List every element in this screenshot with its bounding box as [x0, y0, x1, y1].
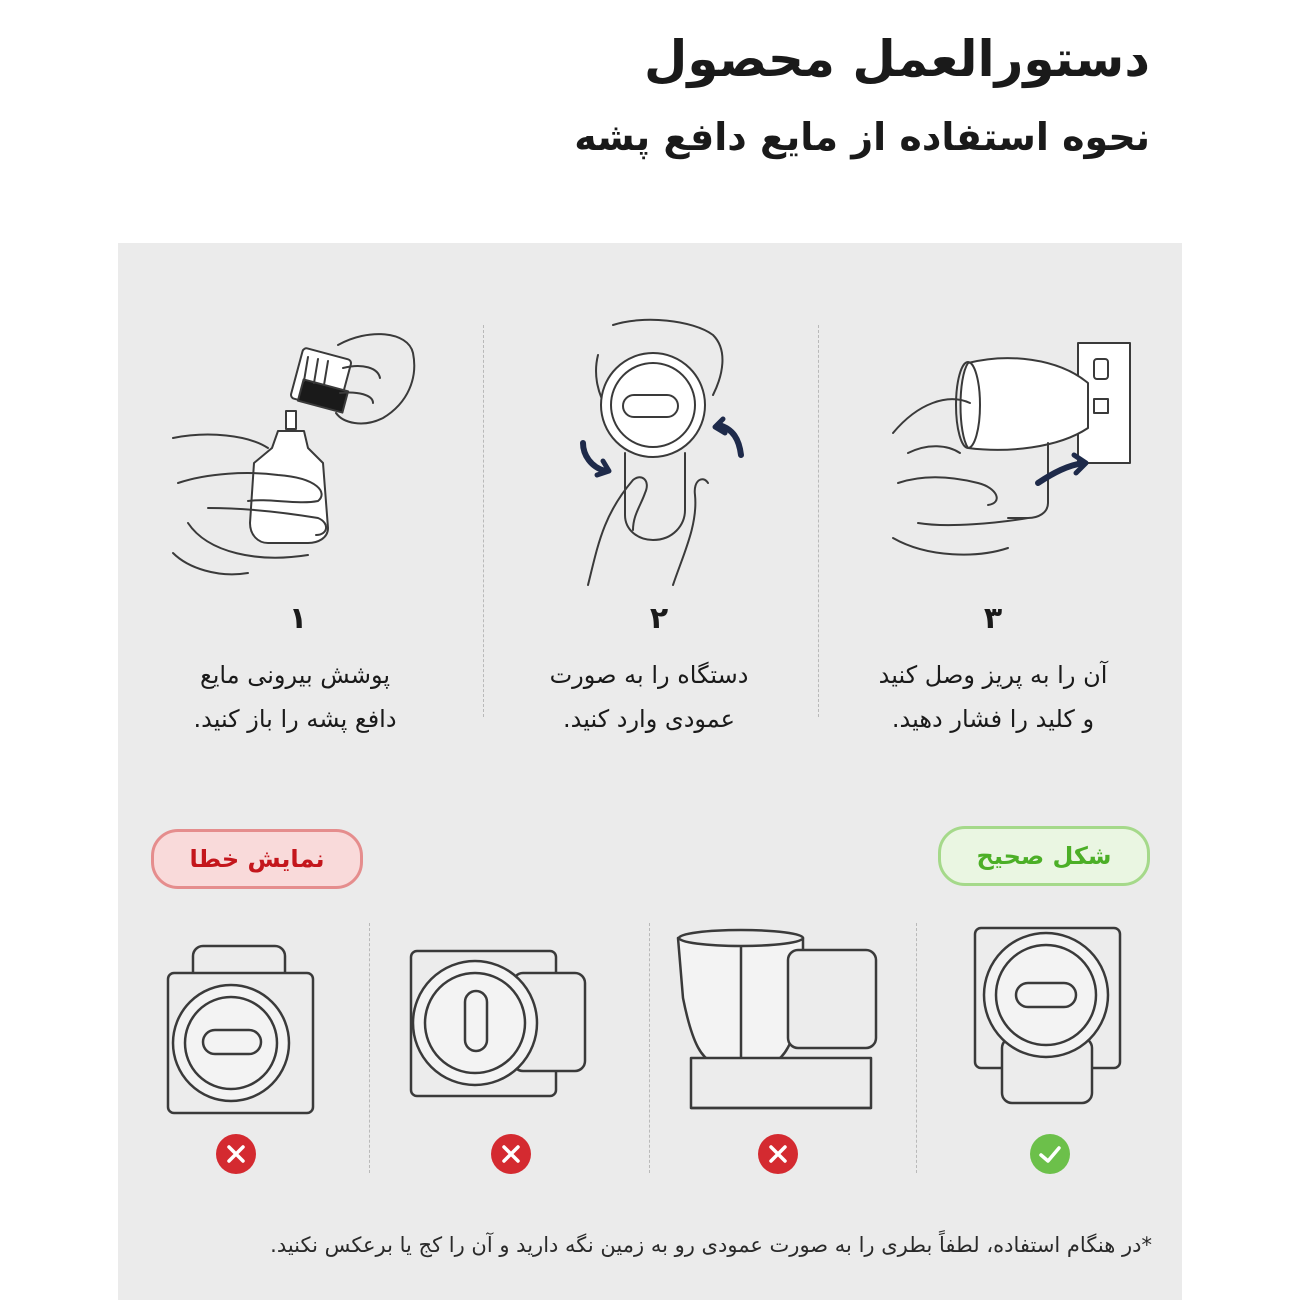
wrong-upside-down-illustration [163, 938, 318, 1123]
step-1-line-2: دافع پشه را باز کنید. [193, 705, 397, 733]
step-1-text [135, 653, 455, 741]
correct-upright-illustration [970, 923, 1125, 1113]
page-subtitle: نحوه استفاده از مایع دافع پشه [574, 115, 1150, 159]
page-title: دستورالعمل محصول [643, 30, 1150, 88]
step-3-number: ۳ [983, 601, 1003, 636]
example-divider [369, 923, 370, 1173]
example-divider [649, 923, 650, 1173]
instructions-panel [118, 243, 1182, 1300]
wrong-display-label: نمایش خطا [151, 829, 363, 889]
check-mark-icon [1030, 1134, 1070, 1174]
step-3-illustration [888, 333, 1148, 563]
step-1-illustration [168, 323, 428, 583]
step-3-text [833, 653, 1153, 741]
example-divider [916, 923, 917, 1173]
wrong-flat-illustration [673, 928, 883, 1123]
step-2-number: ۲ [649, 601, 669, 636]
step-divider [483, 325, 484, 717]
step-1-number: ۱ [288, 601, 308, 636]
usage-footnote: *در هنگام استفاده، لطفاً بطری را به صورت عمودی رو به زمین نگه دارید و آن را کج یا برعکس نکنید. [270, 1233, 1152, 1257]
x-mark-icon [491, 1134, 531, 1174]
step-2-line-1: دستگاه را به صورت [549, 661, 749, 689]
x-mark-icon [758, 1134, 798, 1174]
wrong-sideways-illustration [403, 943, 593, 1103]
step-2-text [489, 653, 809, 741]
x-mark-icon [216, 1134, 256, 1174]
step-3-line-1: آن را به پریز وصل کنید [878, 661, 1108, 689]
step-3-line-2: و کلید را فشار دهید. [891, 705, 1095, 733]
step-divider [818, 325, 819, 717]
step-2-line-2: عمودی وارد کنید. [563, 705, 735, 733]
step-2-illustration [563, 315, 763, 595]
correct-shape-label: شکل صحیح [938, 826, 1150, 886]
step-1-line-1: پوشش بیرونی مایع [199, 661, 391, 689]
